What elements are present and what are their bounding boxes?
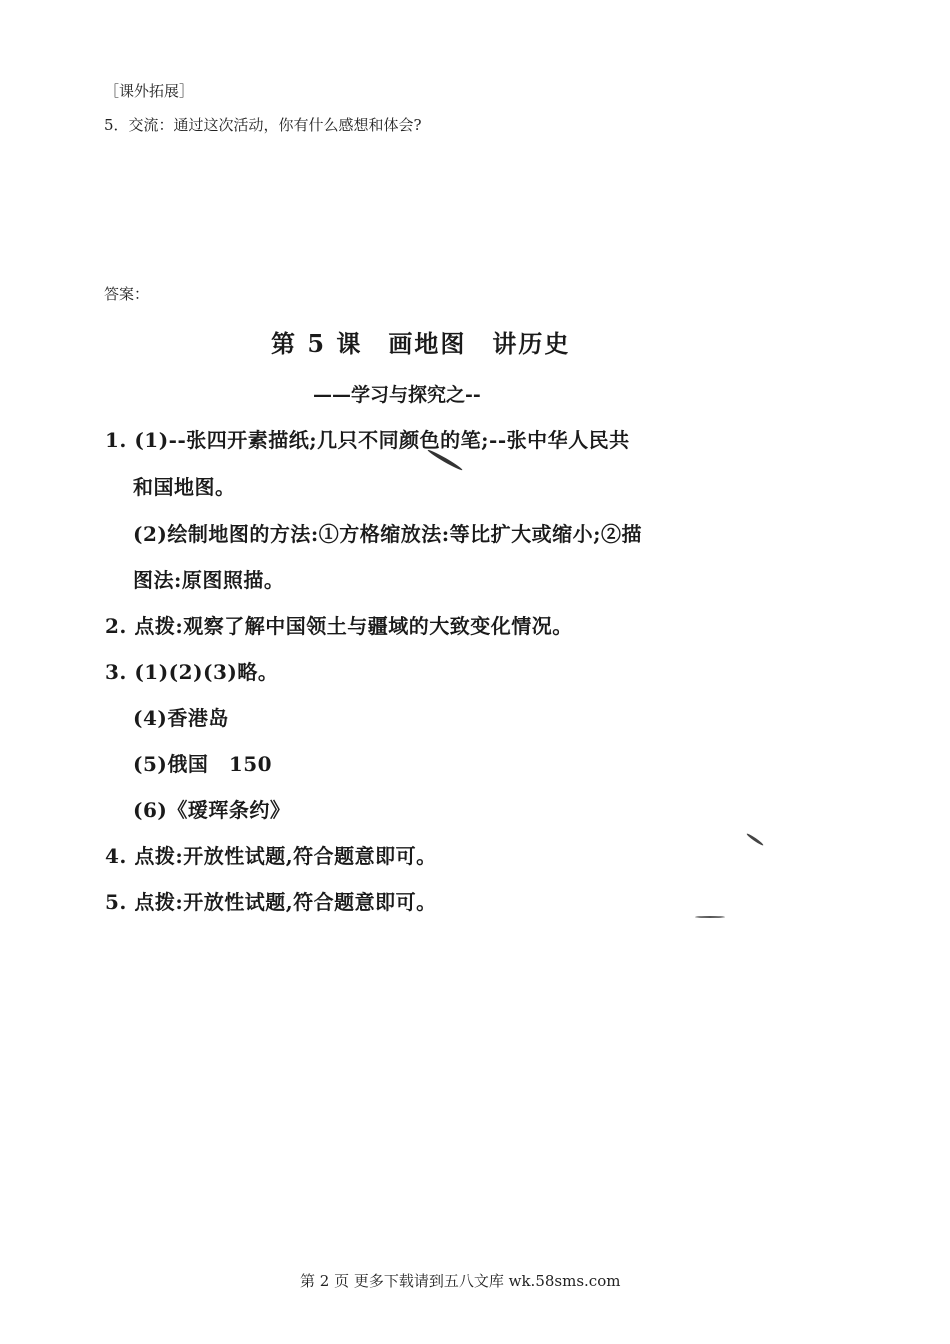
answer-line: (4)香港岛 <box>133 706 229 730</box>
answer-line: 和国地图。 <box>133 475 236 499</box>
section-label: ［课外拓展］ <box>104 82 195 100</box>
answer-line: 5. 点拨:开放性试题,符合题意即可。 <box>105 890 437 914</box>
scanned-answer-image <box>95 318 785 938</box>
lesson-title: 第 5 课 画地图 讲历史 <box>271 329 571 358</box>
answer-line: (2)绘制地图的方法:①方格缩放法:等比扩大或缩小;②描 <box>133 522 642 546</box>
lesson-subtitle: ——学习与探究之-- <box>313 384 481 406</box>
answer-line: 图法:原图照描。 <box>133 568 285 592</box>
page-footer: 第 2 页 更多下载请到五八文库 wk.58sms.com <box>300 1272 621 1290</box>
answer-line: 4. 点拨:开放性试题,符合题意即可。 <box>105 844 437 868</box>
scan-mark <box>746 833 764 847</box>
answer-line: (6)《瑷珲条约》 <box>133 798 291 822</box>
scan-mark <box>695 916 725 918</box>
answer-label: 答案： <box>104 285 150 303</box>
question-5: 5．交流：通过这次活动，你有什么感想和体会? <box>104 116 422 134</box>
answer-line: 2. 点拨:观察了解中国领土与疆域的大致变化情况。 <box>105 614 573 638</box>
answer-line: (5)俄国 150 <box>133 752 273 776</box>
answer-line: 1. (1)--张四开素描纸;几只不同颜色的笔;--张中华人民共 <box>105 428 630 452</box>
answer-line: 3. (1)(2)(3)略。 <box>105 660 279 684</box>
